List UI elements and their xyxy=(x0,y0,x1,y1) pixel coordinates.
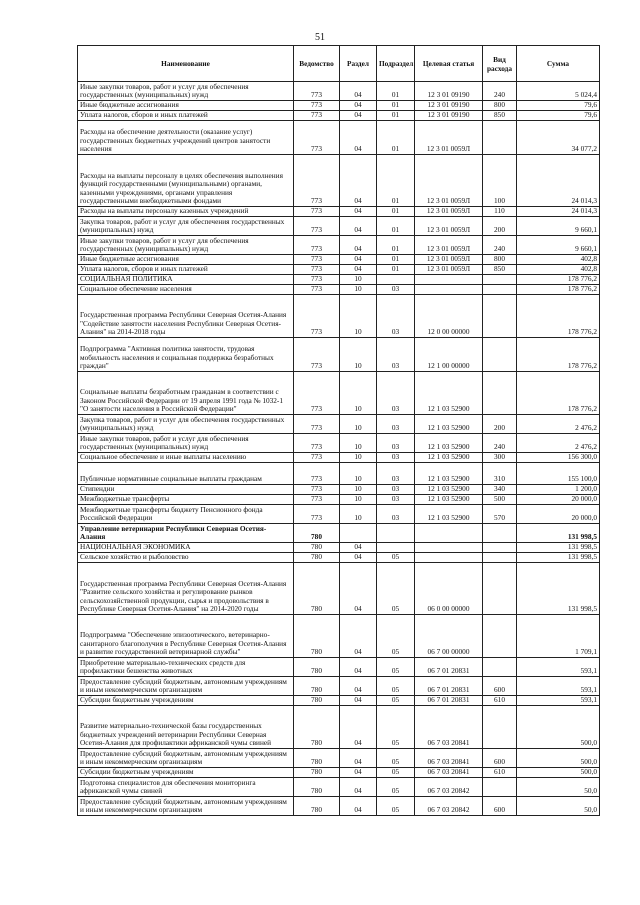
cell-statya xyxy=(415,543,483,553)
cell-statya: 06 7 00 00000 xyxy=(415,615,483,658)
cell-razdel: 10 xyxy=(340,434,377,453)
cell-podrazdel: 01 xyxy=(377,101,415,111)
header-vedomstvo: Ведомство xyxy=(294,46,340,82)
cell-name: Государственная программа Республики Северная Осетия-Алания "Содействие занятости населения Республики Северная Осетия-Алания" на 2014-2018 годы xyxy=(78,295,294,338)
cell-statya: 12 1 03 52900 xyxy=(415,485,483,495)
cell-statya: 12 1 03 52900 xyxy=(415,453,483,463)
cell-razdel: 04 xyxy=(340,797,377,816)
cell-statya: 12 3 01 0059Л xyxy=(415,155,483,207)
cell-summa: 5 024,4 xyxy=(517,82,600,101)
cell-razdel: 04 xyxy=(340,615,377,658)
cell-razdel: 04 xyxy=(340,706,377,749)
cell-vedomstvo: 780 xyxy=(294,563,340,615)
table-row xyxy=(78,295,600,338)
cell-vedomstvo: 773 xyxy=(294,285,340,295)
cell-vid xyxy=(483,543,517,553)
cell-vid xyxy=(483,121,517,155)
cell-statya xyxy=(415,285,483,295)
cell-name: Социальное обеспечение и иные выплаты населению xyxy=(78,453,294,463)
cell-name: Межбюджетные трансферты бюджету Пенсионного фонда Российской Федерации xyxy=(78,505,294,524)
cell-razdel: 10 xyxy=(340,463,377,485)
cell-statya: 12 1 03 52900 xyxy=(415,505,483,524)
table-row xyxy=(78,155,600,207)
cell-razdel: 04 xyxy=(340,265,377,275)
table-row xyxy=(78,797,600,816)
cell-summa: 1 200,0 xyxy=(517,485,600,495)
cell-name: Иные закупки товаров, работ и услуг для обеспечения государственных (муниципальных) нужд xyxy=(78,82,294,101)
cell-vid: 600 xyxy=(483,677,517,696)
cell-vedomstvo: 780 xyxy=(294,768,340,778)
cell-name: Подпрограмма "Активная политика занятости, трудовая мобильность населения и социальная поддержка безработных граждан" xyxy=(78,338,294,372)
table-row xyxy=(78,372,600,415)
header-statya: Целевая статья xyxy=(415,46,483,82)
cell-podrazdel: 05 xyxy=(377,615,415,658)
cell-statya: 12 3 01 0059Л xyxy=(415,207,483,217)
cell-vedomstvo: 780 xyxy=(294,677,340,696)
cell-podrazdel: 01 xyxy=(377,217,415,236)
cell-razdel: 04 xyxy=(340,236,377,255)
cell-vedomstvo: 773 xyxy=(294,255,340,265)
cell-statya: 06 7 03 20841 xyxy=(415,706,483,749)
cell-summa: 402,8 xyxy=(517,255,600,265)
table-row xyxy=(78,706,600,749)
cell-vid: 310 xyxy=(483,463,517,485)
cell-vid: 850 xyxy=(483,111,517,121)
cell-statya: 06 0 00 00000 xyxy=(415,563,483,615)
cell-vedomstvo: 773 xyxy=(294,453,340,463)
cell-podrazdel: 01 xyxy=(377,111,415,121)
cell-podrazdel: 05 xyxy=(377,677,415,696)
cell-razdel: 10 xyxy=(340,453,377,463)
cell-summa: 178 776,2 xyxy=(517,372,600,415)
cell-podrazdel: 03 xyxy=(377,495,415,505)
cell-razdel: 04 xyxy=(340,255,377,265)
table-row xyxy=(78,255,600,265)
cell-podrazdel: 03 xyxy=(377,463,415,485)
cell-vedomstvo: 780 xyxy=(294,543,340,553)
table-row xyxy=(78,658,600,677)
cell-statya: 12 1 03 52900 xyxy=(415,463,483,485)
table-header-row xyxy=(78,46,600,82)
cell-razdel: 04 xyxy=(340,217,377,236)
cell-summa: 155 100,0 xyxy=(517,463,600,485)
cell-vedomstvo: 773 xyxy=(294,295,340,338)
cell-name: Расходы на обеспечение деятельности (оказание услуг) государственных бюджетных учреждений центров занятости населения xyxy=(78,121,294,155)
cell-vedomstvo: 773 xyxy=(294,485,340,495)
table-row xyxy=(78,415,600,434)
cell-vedomstvo: 780 xyxy=(294,553,340,563)
cell-summa: 9 660,1 xyxy=(517,217,600,236)
cell-statya: 06 7 03 20842 xyxy=(415,778,483,797)
cell-razdel: 04 xyxy=(340,749,377,768)
budget-table xyxy=(77,45,600,816)
cell-razdel: 10 xyxy=(340,372,377,415)
cell-vedomstvo: 773 xyxy=(294,372,340,415)
cell-vedomstvo: 780 xyxy=(294,749,340,768)
cell-vedomstvo: 773 xyxy=(294,505,340,524)
cell-razdel: 04 xyxy=(340,677,377,696)
cell-podrazdel xyxy=(377,543,415,553)
cell-vedomstvo: 773 xyxy=(294,275,340,285)
cell-vedomstvo: 780 xyxy=(294,615,340,658)
cell-vid: 600 xyxy=(483,797,517,816)
cell-podrazdel: 03 xyxy=(377,295,415,338)
cell-razdel: 04 xyxy=(340,696,377,706)
cell-name: Предоставление субсидий бюджетным, автономным учреждениям и иным некоммерческим организациям xyxy=(78,749,294,768)
cell-podrazdel: 01 xyxy=(377,207,415,217)
table-row xyxy=(78,696,600,706)
cell-summa: 178 776,2 xyxy=(517,275,600,285)
cell-vedomstvo: 773 xyxy=(294,236,340,255)
table-row xyxy=(78,453,600,463)
cell-razdel: 10 xyxy=(340,338,377,372)
cell-vid xyxy=(483,778,517,797)
cell-statya xyxy=(415,275,483,285)
cell-statya: 12 1 03 52900 xyxy=(415,415,483,434)
cell-name: Подпрограмма "Обеспечение эпизоотического, ветеринарно-санитарного благополучия в Республике Северная Осетия-Алания и развитие государственной ветеринарной службы" xyxy=(78,615,294,658)
cell-vid: 500 xyxy=(483,495,517,505)
cell-statya: 06 7 03 20841 xyxy=(415,768,483,778)
cell-vedomstvo: 773 xyxy=(294,155,340,207)
cell-statya: 12 1 03 52900 xyxy=(415,434,483,453)
cell-podrazdel xyxy=(377,275,415,285)
table-row xyxy=(78,101,600,111)
cell-summa: 131 998,5 xyxy=(517,563,600,615)
cell-summa: 178 776,2 xyxy=(517,338,600,372)
cell-podrazdel xyxy=(377,524,415,543)
table-row xyxy=(78,749,600,768)
cell-statya xyxy=(415,553,483,563)
cell-razdel: 10 xyxy=(340,415,377,434)
cell-statya: 12 1 03 52900 xyxy=(415,372,483,415)
table-row xyxy=(78,524,600,543)
cell-vedomstvo: 773 xyxy=(294,101,340,111)
cell-name: НАЦИОНАЛЬНАЯ ЭКОНОМИКА xyxy=(78,543,294,553)
cell-vedomstvo: 780 xyxy=(294,696,340,706)
table-row xyxy=(78,236,600,255)
cell-statya: 12 3 01 0059Л xyxy=(415,236,483,255)
cell-summa: 79,6 xyxy=(517,101,600,111)
table-row xyxy=(78,505,600,524)
cell-statya: 12 1 03 52900 xyxy=(415,495,483,505)
cell-podrazdel: 03 xyxy=(377,505,415,524)
cell-razdel: 04 xyxy=(340,111,377,121)
header-name: Наименование xyxy=(78,46,294,82)
cell-name: Субсидии бюджетным учреждениям xyxy=(78,768,294,778)
cell-name: Иные бюджетные ассигнования xyxy=(78,101,294,111)
cell-podrazdel: 03 xyxy=(377,453,415,463)
cell-statya: 12 3 01 0059Л xyxy=(415,255,483,265)
cell-name: Уплата налогов, сборов и иных платежей xyxy=(78,111,294,121)
cell-podrazdel: 03 xyxy=(377,415,415,434)
cell-podrazdel: 01 xyxy=(377,265,415,275)
cell-vid xyxy=(483,553,517,563)
cell-summa: 9 660,1 xyxy=(517,236,600,255)
cell-name: Государственная программа Республики Северная Осетия-Алания "Развитие сельского хозяйства и регулирование рынков сельскохозяйственной продукции, сырья и продовольствия в Республике Северная Осетия-Алания" на 2014-2020 годы xyxy=(78,563,294,615)
cell-summa: 156 300,0 xyxy=(517,453,600,463)
cell-razdel: 04 xyxy=(340,101,377,111)
table-body xyxy=(78,82,600,816)
cell-vedomstvo: 773 xyxy=(294,463,340,485)
cell-vedomstvo: 773 xyxy=(294,121,340,155)
cell-summa: 24 014,3 xyxy=(517,155,600,207)
cell-podrazdel: 01 xyxy=(377,236,415,255)
cell-statya: 12 3 01 09190 xyxy=(415,101,483,111)
cell-summa: 593,1 xyxy=(517,677,600,696)
cell-summa: 20 000,0 xyxy=(517,495,600,505)
cell-name: Предоставление субсидий бюджетным, автономным учреждениям и иным некоммерческим организациям xyxy=(78,677,294,696)
cell-vedomstvo: 773 xyxy=(294,207,340,217)
cell-podrazdel: 03 xyxy=(377,434,415,453)
cell-razdel: 10 xyxy=(340,485,377,495)
cell-name: Иные бюджетные ассигнования xyxy=(78,255,294,265)
cell-statya: 12 3 01 09190 xyxy=(415,82,483,101)
cell-vid: 100 xyxy=(483,155,517,207)
table-row xyxy=(78,553,600,563)
cell-razdel: 04 xyxy=(340,658,377,677)
cell-vedomstvo: 773 xyxy=(294,265,340,275)
cell-summa: 131 998,5 xyxy=(517,543,600,553)
cell-statya: 06 7 01 20831 xyxy=(415,677,483,696)
cell-vid xyxy=(483,706,517,749)
cell-name: Приобретение материально-технических средств для профилактики бешенства животных xyxy=(78,658,294,677)
cell-razdel: 04 xyxy=(340,768,377,778)
table-row xyxy=(78,338,600,372)
cell-vid xyxy=(483,563,517,615)
cell-statya: 12 3 01 09190 xyxy=(415,111,483,121)
cell-name: Социальное обеспечение населения xyxy=(78,285,294,295)
cell-statya: 06 7 03 20841 xyxy=(415,749,483,768)
table-row xyxy=(78,82,600,101)
cell-vedomstvo: 773 xyxy=(294,495,340,505)
cell-razdel: 04 xyxy=(340,563,377,615)
cell-razdel: 04 xyxy=(340,553,377,563)
header-razdel: Раздел xyxy=(340,46,377,82)
cell-podrazdel: 03 xyxy=(377,338,415,372)
cell-podrazdel: 03 xyxy=(377,372,415,415)
table-row xyxy=(78,121,600,155)
cell-vedomstvo: 773 xyxy=(294,415,340,434)
cell-name: Закупка товаров, работ и услуг для обеспечения государственных (муниципальных) нужд xyxy=(78,415,294,434)
cell-vedomstvo: 780 xyxy=(294,658,340,677)
cell-vedomstvo: 780 xyxy=(294,524,340,543)
cell-vid xyxy=(483,285,517,295)
cell-name: Субсидии бюджетным учреждениям xyxy=(78,696,294,706)
cell-name: Закупка товаров, работ и услуг для обеспечения государственных (муниципальных) нужд xyxy=(78,217,294,236)
cell-razdel: 04 xyxy=(340,155,377,207)
table-row xyxy=(78,217,600,236)
cell-name: Иные закупки товаров, работ и услуг для обеспечения государственных (муниципальных) нужд xyxy=(78,434,294,453)
cell-podrazdel: 05 xyxy=(377,706,415,749)
cell-statya: 06 7 03 20842 xyxy=(415,797,483,816)
cell-summa: 500,0 xyxy=(517,768,600,778)
table-row xyxy=(78,543,600,553)
cell-vedomstvo: 773 xyxy=(294,217,340,236)
cell-name: Расходы на выплаты персоналу в целях обеспечения выполнения функций государственными (муниципальными) органами, казенными учреждениями, органами управления государственными внебюджетными фондами xyxy=(78,155,294,207)
cell-razdel: 04 xyxy=(340,121,377,155)
cell-statya xyxy=(415,524,483,543)
table-row xyxy=(78,111,600,121)
cell-razdel: 04 xyxy=(340,543,377,553)
cell-summa: 593,1 xyxy=(517,696,600,706)
cell-podrazdel: 05 xyxy=(377,768,415,778)
cell-summa: 593,1 xyxy=(517,658,600,677)
cell-vid: 240 xyxy=(483,236,517,255)
cell-vid: 600 xyxy=(483,749,517,768)
cell-vid xyxy=(483,658,517,677)
cell-vid: 240 xyxy=(483,434,517,453)
cell-vid: 110 xyxy=(483,207,517,217)
table-row xyxy=(78,677,600,696)
header-summa: Сумма xyxy=(517,46,600,82)
cell-summa: 50,0 xyxy=(517,778,600,797)
cell-vid xyxy=(483,524,517,543)
table-row xyxy=(78,434,600,453)
cell-summa: 131 998,5 xyxy=(517,524,600,543)
table-row xyxy=(78,463,600,485)
cell-name: Управление ветеринарии Республики Северная Осетия-Алания xyxy=(78,524,294,543)
cell-summa: 2 476,2 xyxy=(517,415,600,434)
cell-vid xyxy=(483,372,517,415)
cell-vid: 340 xyxy=(483,485,517,495)
cell-summa: 79,6 xyxy=(517,111,600,121)
cell-summa: 500,0 xyxy=(517,706,600,749)
table-row xyxy=(78,778,600,797)
header-vid: Вид расхода xyxy=(483,46,517,82)
cell-podrazdel: 05 xyxy=(377,778,415,797)
cell-vid xyxy=(483,615,517,658)
cell-vid xyxy=(483,338,517,372)
cell-name: Расходы на выплаты персоналу казенных учреждений xyxy=(78,207,294,217)
cell-vid: 610 xyxy=(483,696,517,706)
cell-vid: 200 xyxy=(483,415,517,434)
cell-statya: 12 1 00 00000 xyxy=(415,338,483,372)
cell-vid: 300 xyxy=(483,453,517,463)
cell-name: Предоставление субсидий бюджетным, автономным учреждениям и иным некоммерческим организациям xyxy=(78,797,294,816)
cell-statya: 12 0 00 00000 xyxy=(415,295,483,338)
cell-razdel: 10 xyxy=(340,285,377,295)
cell-razdel: 10 xyxy=(340,275,377,285)
cell-name: Межбюджетные трансферты xyxy=(78,495,294,505)
cell-name: Уплата налогов, сборов и иных платежей xyxy=(78,265,294,275)
cell-vid: 800 xyxy=(483,255,517,265)
cell-vedomstvo: 780 xyxy=(294,706,340,749)
cell-podrazdel: 01 xyxy=(377,255,415,265)
cell-vid: 570 xyxy=(483,505,517,524)
cell-summa: 131 998,5 xyxy=(517,553,600,563)
cell-summa: 402,8 xyxy=(517,265,600,275)
cell-vedomstvo: 780 xyxy=(294,778,340,797)
cell-vid xyxy=(483,295,517,338)
table-row xyxy=(78,265,600,275)
cell-summa: 500,0 xyxy=(517,749,600,768)
cell-podrazdel: 03 xyxy=(377,485,415,495)
cell-vid: 800 xyxy=(483,101,517,111)
cell-razdel: 10 xyxy=(340,505,377,524)
cell-statya: 12 3 01 0059Л xyxy=(415,217,483,236)
cell-name: СОЦИАЛЬНАЯ ПОЛИТИКА xyxy=(78,275,294,285)
cell-name: Социальные выплаты безработным гражданам в соответствии с Законом Российской Федерации от 19 апреля 1991 года № 1032-1 "О занятости населения в Российской Федерации" xyxy=(78,372,294,415)
page-number: 51 xyxy=(315,32,325,43)
cell-podrazdel: 05 xyxy=(377,563,415,615)
cell-statya: 12 3 01 0059Л xyxy=(415,265,483,275)
cell-summa: 1 709,1 xyxy=(517,615,600,658)
cell-name: Публичные нормативные социальные выплаты гражданам xyxy=(78,463,294,485)
cell-name: Подготовка специалистов для обеспечения мониторинга африканской чумы свиней xyxy=(78,778,294,797)
cell-summa: 50,0 xyxy=(517,797,600,816)
cell-razdel: 04 xyxy=(340,82,377,101)
cell-statya: 12 3 01 0059Л xyxy=(415,121,483,155)
table-row xyxy=(78,768,600,778)
cell-podrazdel: 05 xyxy=(377,696,415,706)
cell-name: Сельское хозяйство и рыболовство xyxy=(78,553,294,563)
cell-razdel: 04 xyxy=(340,207,377,217)
cell-summa: 34 077,2 xyxy=(517,121,600,155)
cell-statya: 06 7 01 20831 xyxy=(415,696,483,706)
cell-summa: 178 776,2 xyxy=(517,295,600,338)
cell-podrazdel: 01 xyxy=(377,155,415,207)
table-row xyxy=(78,275,600,285)
cell-name: Развитие материально-технической базы государственных бюджетных учреждений ветеринарии Республики Северная Осетия-Алания для профилактики африканской чумы свиней xyxy=(78,706,294,749)
cell-vid: 200 xyxy=(483,217,517,236)
header-podrazdel: Подраздел xyxy=(377,46,415,82)
cell-vid: 850 xyxy=(483,265,517,275)
table-row xyxy=(78,563,600,615)
cell-razdel: 10 xyxy=(340,495,377,505)
cell-summa: 178 776,2 xyxy=(517,285,600,295)
cell-podrazdel: 05 xyxy=(377,749,415,768)
cell-vedomstvo: 780 xyxy=(294,797,340,816)
cell-podrazdel: 05 xyxy=(377,797,415,816)
cell-statya: 06 7 01 20831 xyxy=(415,658,483,677)
cell-summa: 20 000,0 xyxy=(517,505,600,524)
cell-vedomstvo: 773 xyxy=(294,82,340,101)
cell-vedomstvo: 773 xyxy=(294,434,340,453)
cell-summa: 24 014,3 xyxy=(517,207,600,217)
cell-vid: 610 xyxy=(483,768,517,778)
cell-podrazdel: 05 xyxy=(377,658,415,677)
table-row xyxy=(78,495,600,505)
cell-podrazdel: 01 xyxy=(377,82,415,101)
cell-razdel: 10 xyxy=(340,295,377,338)
table-row xyxy=(78,207,600,217)
cell-podrazdel: 05 xyxy=(377,553,415,563)
cell-vedomstvo: 773 xyxy=(294,338,340,372)
cell-podrazdel: 03 xyxy=(377,285,415,295)
cell-name: Иные закупки товаров, работ и услуг для обеспечения государственных (муниципальных) нужд xyxy=(78,236,294,255)
cell-summa: 2 476,2 xyxy=(517,434,600,453)
table-row xyxy=(78,285,600,295)
cell-razdel: 04 xyxy=(340,778,377,797)
cell-vid xyxy=(483,275,517,285)
cell-podrazdel: 01 xyxy=(377,121,415,155)
table-row xyxy=(78,615,600,658)
cell-vedomstvo: 773 xyxy=(294,111,340,121)
cell-name: Стипендии xyxy=(78,485,294,495)
table-row xyxy=(78,485,600,495)
cell-vid: 240 xyxy=(483,82,517,101)
cell-razdel xyxy=(340,524,377,543)
